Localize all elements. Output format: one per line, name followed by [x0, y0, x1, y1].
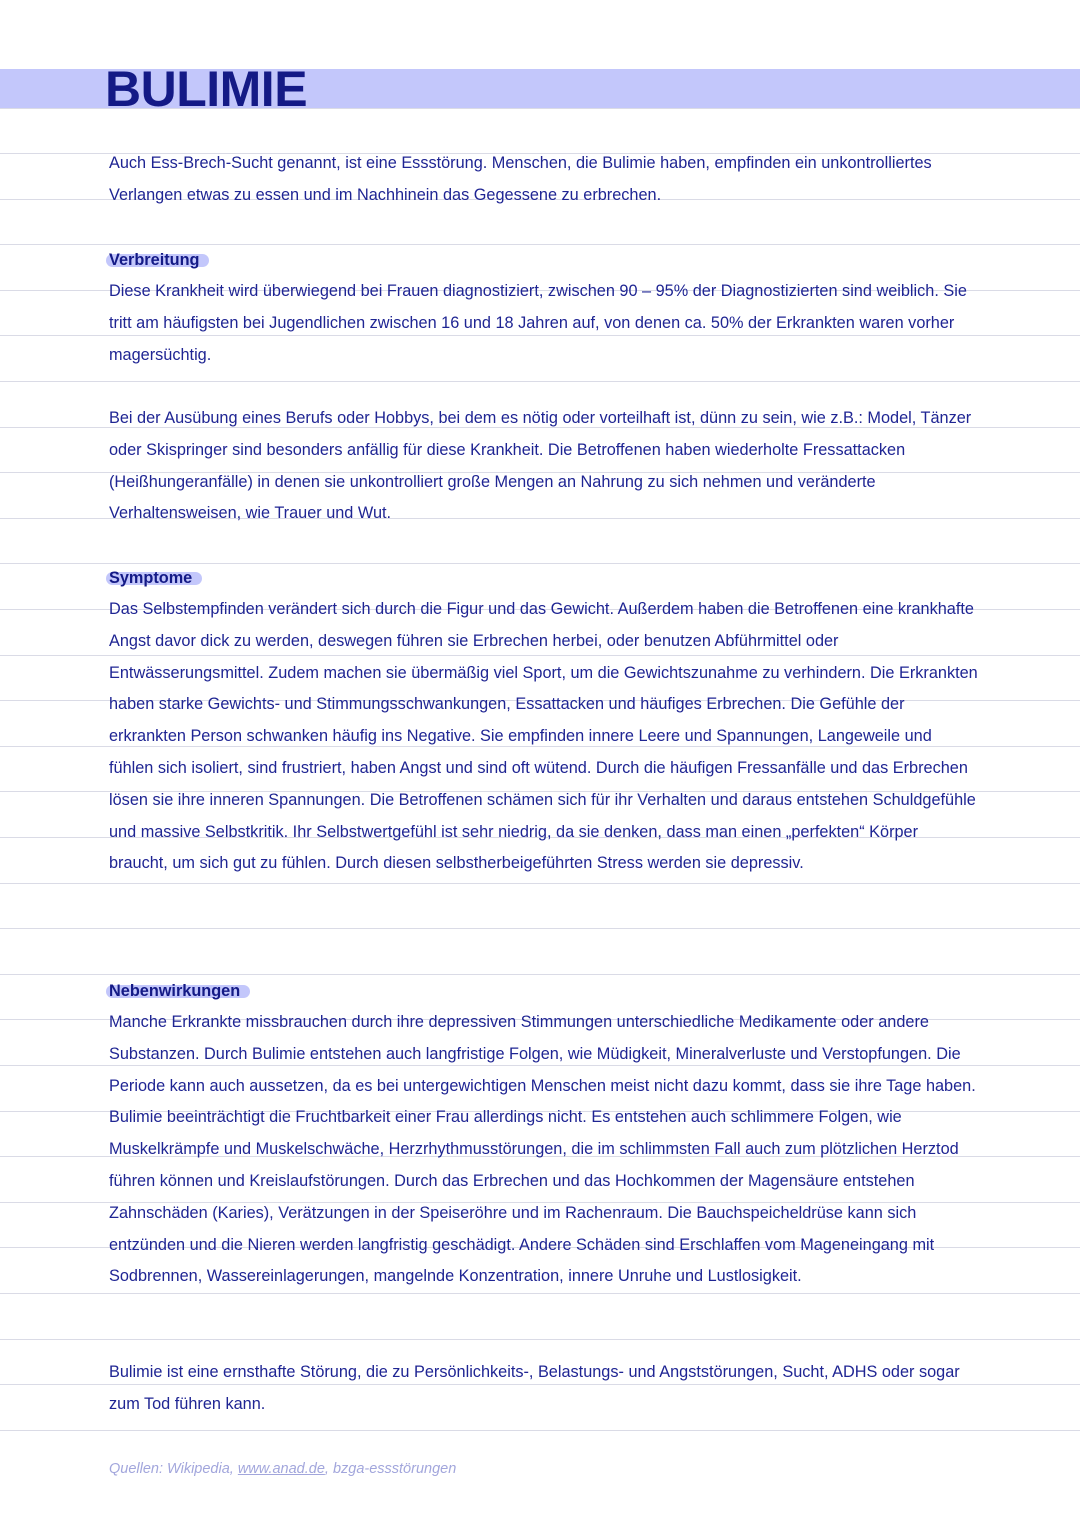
verbreitung-paragraph-1: Diese Krankheit wird überwiegend bei Frauen diagnostiziert, zwischen 90 – 95% der Diagnostizierten sind weiblich. Sie tritt am häufigsten bei Jugendlichen zwischen 16 und 18 Jahren auf, von denen ca. 50% der Erkrankten waren vorher magersüchtig.	[109, 282, 967, 364]
nebenwirkungen-paragraph-1: Manche Erkrankte missbrauchen durch ihre depressiven Stimmungen unterschiedliche Medikamente oder andere Substanzen. Durch Bulimie entstehen auch langfristige Folgen, wie Müdigkeit, Mineralverluste und Verstopfungen. Die Periode kann auch aussetzen, da es bei untergewichtigen Menschen meist nicht dazu kommt, dass sie ihre Tage haben. Bulimie beeinträchtigt die Fruchtbarkeit einer Frau allerdings nicht. Es entstehen auch schlimmere Folgen, wie Muskelkrämpfe und Muskelschwäche, Herzrhythmusstörungen, die im schlimmsten Fall auch zum plötzlichen Herztod führen können und Kreislaufstörungen. Durch das Erbrechen und das Hochkommen der Magensäure entstehen Zahnschäden (Karies), Verätzungen in der Speiseröhre und im Rachenraum. Die Bauchspeicheldrüse kann sich entzünden und die Nieren werden langfristig geschädigt. Andere Schäden sind Erschlaffen vom Mageneingang mit Sodbrennen, Wassereinlagerungen, mangelnde Konzentration, innere Unruhe und Lustlosigkeit.	[109, 1013, 976, 1286]
ruled-line	[0, 1430, 1080, 1431]
heading-text: Verbreitung	[109, 251, 200, 269]
sources-line	[109, 1459, 456, 1479]
heading-text: Nebenwirkungen	[109, 982, 241, 1000]
verbreitung-paragraph-2: Bei der Ausübung eines Berufs oder Hobbys, bei dem es nötig oder vorteilhaft ist, dünn zu sein, wie z.B.: Model, Tänzer oder Skispringer sind besonders anfällig für diese Krankheit. Die Betroffenen haben wiederholte Fressattacken (Heißhungeranfälle) in denen sie unkontrolliert große Mengen an Nahrung zu sich nehmen und veränderte Verhaltensweisen, wie Trauer und Wut.	[109, 409, 972, 523]
heading-text: Symptome	[109, 569, 193, 587]
sources-suffix: , bzga-essstörungen	[324, 1461, 457, 1477]
sources-prefix: Quellen: Wikipedia,	[109, 1461, 238, 1477]
nebenwirkungen-paragraph-2: Bulimie ist eine ernsthafte Störung, die zu Persönlichkeits-, Belastungs- und Angststörungen, Sucht, ADHS oder sogar zum Tod führen kann.	[109, 1363, 960, 1413]
ruled-line	[0, 883, 1080, 884]
page-title: BULIMIE	[105, 61, 308, 117]
ruled-line	[0, 244, 1080, 245]
ruled-line	[0, 928, 1080, 929]
symptome-paragraph: Das Selbstempfinden verändert sich durch die Figur und das Gewicht. Außerdem haben die Betroffenen eine krankhafte Angst davor dick zu werden, deswegen führen sie Erbrechen herbei, oder benutzen Abführmittel oder Entwässerungsmittel. Zudem machen sie übermäßig viel Sport, um die Gewichtszunahme zu verhindern. Die Erkrankten haben starke Gewichts- und Stimmungsschwankungen, Essattacken und häufiges Erbrechen. Die Gefühle der erkrankten Person schwanken häufig ins Negative. Sie empfinden innere Leere und Spannungen, Langeweile und fühlen sich isoliert, sind frustriert, haben Angst und sind oft wütend. Durch die häufigen Fressanfälle und das Erbrechen lösen sie ihre inneren Spannungen. Die Betroffenen schämen sich für ihr Verhalten und daraus entstehen Schuldgefühle und massive Selbstkritik. Ihr Selbstwertgefühl ist sehr niedrig, da sie denken, dass man einen „perfekten“ Körper braucht, um sich gut zu fühlen. Durch diesen selbstherbeigeführten Stress werden sie depressiv.	[109, 600, 978, 873]
ruled-line	[0, 1339, 1080, 1340]
section-heading-verbreitung	[109, 250, 199, 270]
section-heading-nebenwirkungen	[109, 981, 240, 1001]
ruled-line	[0, 563, 1080, 564]
intro-paragraph: Auch Ess-Brech-Sucht genannt, ist eine Essstörung. Menschen, die Bulimie haben, empfinden ein unkontrolliertes Verlangen etwas zu essen und im Nachhinein das Gegessene zu erbrechen.	[109, 154, 932, 204]
ruled-line	[0, 381, 1080, 382]
ruled-line	[0, 974, 1080, 975]
source-link-anad[interactable]: www.anad.de	[237, 1461, 325, 1477]
section-heading-symptome	[109, 568, 192, 588]
